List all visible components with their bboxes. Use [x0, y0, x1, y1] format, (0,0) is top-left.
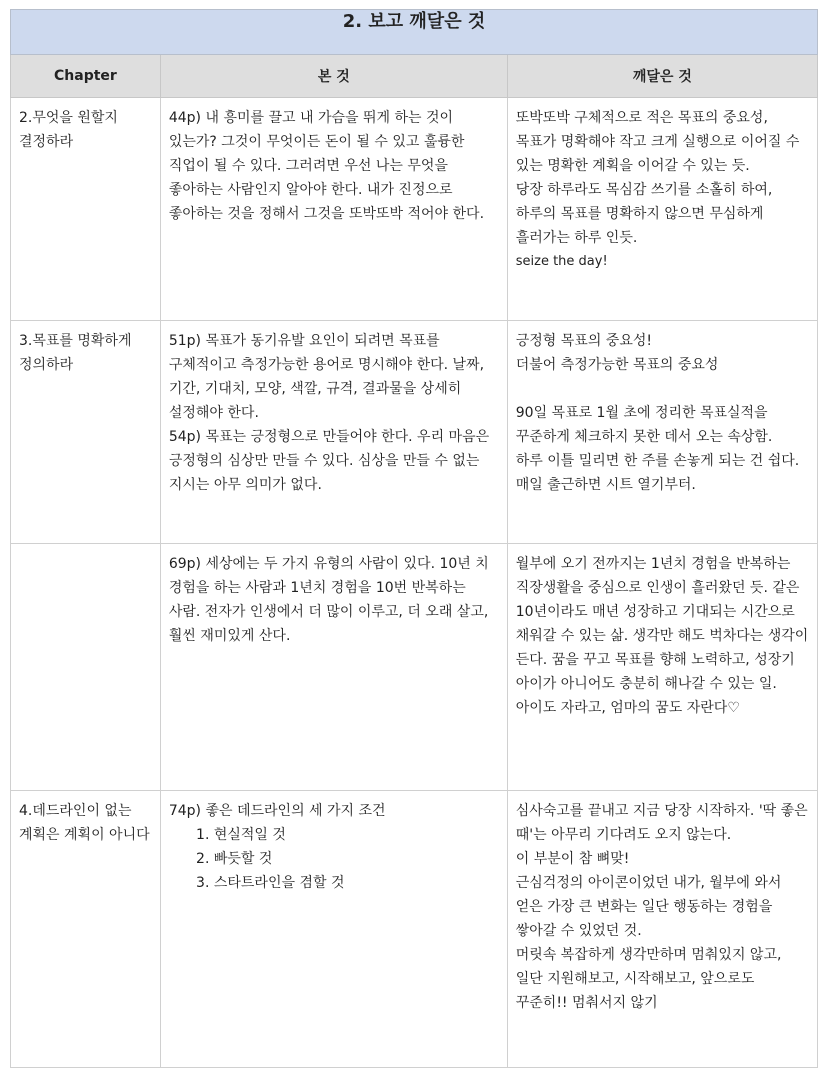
document-table-container	[10, 9, 818, 1068]
realized-cell	[507, 321, 817, 544]
list-item: 2. 빠듯할 것	[214, 847, 499, 871]
realized-cell	[507, 791, 817, 1068]
realized-text: 더불어 측정가능한 목표의 중요성	[515, 357, 719, 373]
seen-cell	[160, 791, 507, 1068]
list-item: 3. 스타트라인을 겸할 것	[214, 871, 499, 895]
title-row	[11, 10, 818, 55]
realized-text: 월부에 오기 전까지는 1년치 경험을 반복하는 직장생활을 중심으로 인생이 흘러왔던 듯. 같은 10년이라도 매년 성장하고 기대되는 시간으로 채워갈 수 있는 삶. 생각만 해도 벅차다는 생각이 든다. 꿈을 꾸고 목표를 향해 노력하고, 성장기 아이가 아니어도 충분히 해나갈 수 있는 일. 아이도 자라고, 엄마의 꿈도 자란다♡	[515, 556, 813, 716]
realized-spacer	[516, 377, 809, 401]
reflection-table	[10, 9, 818, 1068]
header-row	[11, 55, 818, 98]
realized-text: seize the day!	[515, 254, 608, 269]
chapter-cell	[11, 98, 161, 321]
table-row	[11, 791, 818, 1068]
realized-text: 심사숙고를 끝내고 지금 당장 시작하자. '딱 좋은 때'는 아무리 기다려도 오지 않는다.	[515, 803, 813, 843]
realized-cell	[507, 98, 817, 321]
realized-text: 90일 목표로 1월 초에 정리한 목표실적을 꾸준하게 체크하지 못한 데서 오는 속상함.	[515, 405, 773, 445]
seen-text: 69p) 세상에는 두 가지 유형의 사람이 있다. 10년 치 경험을 하는 사람과 1년치 경험을 10번 반복하는 사람. 전자가 인생에서 더 많이 이루고, 더 오래 살고, 훨씬 재미있게 산다.	[168, 556, 494, 644]
table-title: 2. 보고 깨달은 것	[11, 10, 818, 55]
realized-text: 근심걱정의 아이콘이었던 내가, 월부에 와서 얻은 가장 큰 변화는 일단 행동하는 경험을 쌓아갈 수 있었던 것.	[515, 875, 786, 939]
table-row	[11, 544, 818, 791]
seen-cell	[160, 321, 507, 544]
seen-text: 44p) 내 흥미를 끌고 내 가슴을 뛰게 하는 것이 있는가? 그것이 무엇이든 돈이 될 수 있고 훌륭한 직업이 될 수 있다. 그러려면 우선 나는 무엇을 좋아하는 사람인지 알아야 한다. 내가 진정으로 좋아하는 것을 정해서 그것을 또박또박 적어야 한다.	[168, 110, 485, 222]
realized-cell	[507, 544, 817, 791]
seen-text: 74p) 좋은 데드라인의 세 가지 조건	[168, 803, 386, 819]
realized-text: 당장 하루라도 목심감 쓰기를 소홀히 하여, 하루의 목표를 명확하지 않으면 무심하게 흘러가는 하루 인듯.	[515, 182, 777, 246]
chapter-cell	[11, 791, 161, 1068]
header-seen: 본 것	[160, 55, 507, 98]
header-realized: 깨달은 것	[507, 55, 817, 98]
chapter-text: 2.무엇을 원할지 결정하라	[19, 110, 123, 150]
seen-text: 51p) 목표가 동기유발 요인이 되려면 목표를 구체적이고 측정가능한 용어로 명시해야 한다. 날짜, 기간, 기대치, 모양, 색깔, 규격, 결과물을 상세히 설정해야 한다.	[168, 333, 489, 421]
seen-text: 54p) 목표는 긍정형으로 만들어야 한다. 우리 마음은 긍정형의 심상만 만들 수 있다. 심상을 만들 수 없는 지시는 아무 의미가 없다.	[168, 429, 494, 493]
realized-text: 또박또박 구체적으로 적은 목표의 중요성, 목표가 명확해야 작고 크게 실행으로 이어질 수 있는 명확한 계획을 이어갈 수 있는 듯.	[515, 110, 804, 174]
list-item: 1. 현실적일 것	[214, 823, 499, 847]
realized-text: 이 부분이 참 뼈맞!	[515, 851, 630, 867]
seen-cell	[160, 98, 507, 321]
chapter-cell	[11, 544, 161, 791]
chapter-text: 4.데드라인이 없는 계획은 계획이 아니다	[19, 803, 150, 843]
seen-cell	[160, 544, 507, 791]
table-row	[11, 321, 818, 544]
realized-text: 긍정형 목표의 중요성!	[515, 333, 652, 349]
deadline-conditions-list	[169, 823, 499, 895]
table-row	[11, 98, 818, 321]
chapter-text: 3.목표를 명확하게 정의하라	[19, 333, 136, 373]
chapter-cell	[11, 321, 161, 544]
realized-text: 머릿속 복잡하게 생각만하며 멈춰있지 않고, 일단 지원해보고, 시작해보고, 앞으로도 꾸준히!! 멈춰서지 않기	[515, 947, 786, 1011]
realized-text: 하루 이틀 밀리면 한 주를 손놓게 되는 건 쉽다. 매일 출근하면 시트 열기부터.	[515, 453, 804, 493]
header-chapter: Chapter	[11, 55, 161, 98]
